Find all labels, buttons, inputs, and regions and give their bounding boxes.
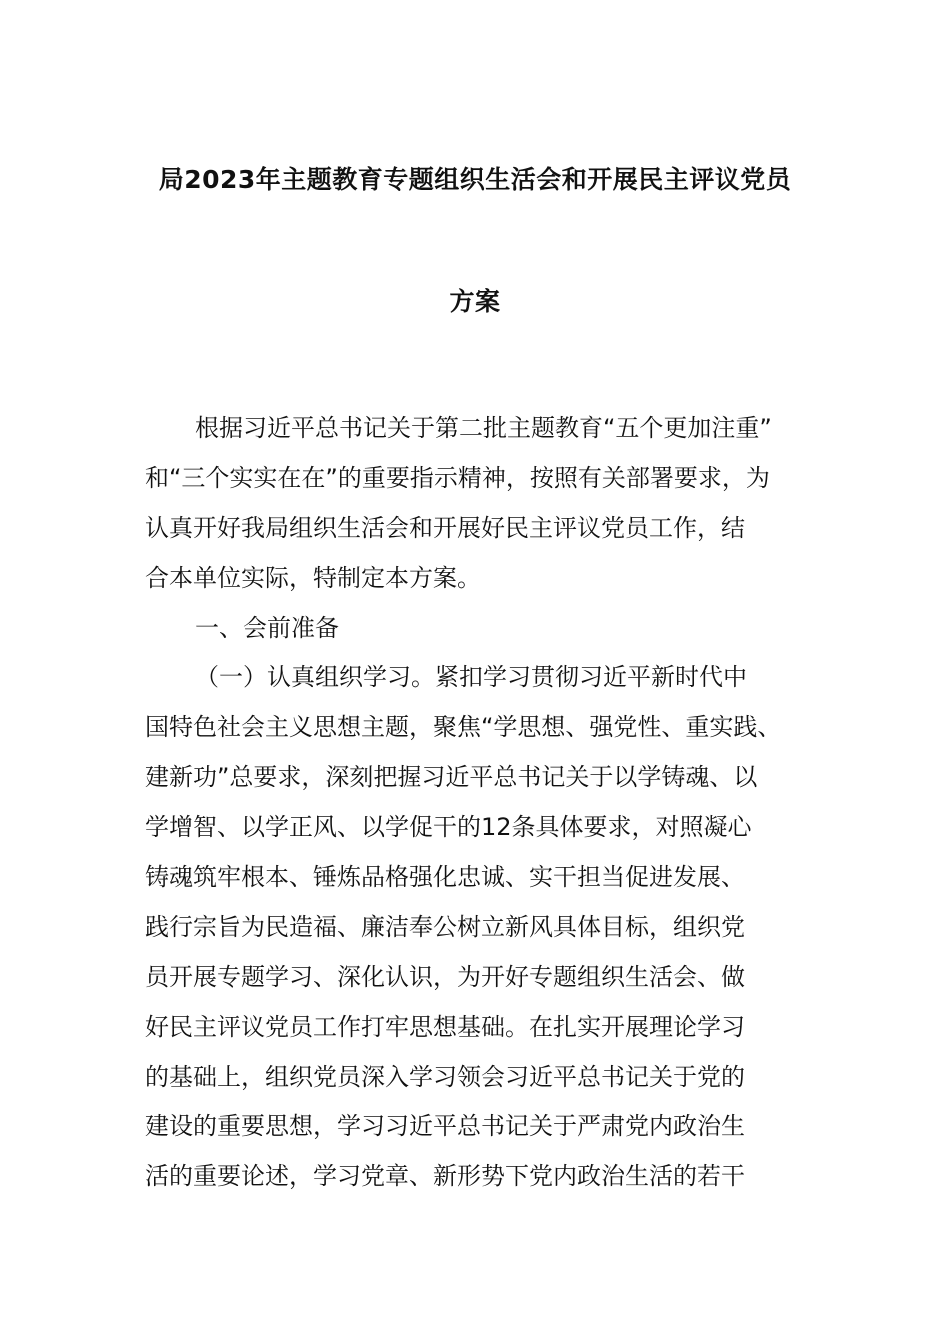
paragraph-line: 和“三个实实在在”的重要指示精神，按照有关部署要求，为 [145, 463, 770, 492]
paragraph-line: 建设的重要思想，学习习近平总书记关于严肃党内政治生 [145, 1112, 745, 1141]
paragraph-line: 建新功”总要求，深刻把握习近平总书记关于以学铸魂、以 [145, 763, 758, 792]
document-title-line-2: 方案 [449, 287, 501, 316]
paragraph-line: 铸魂筑牢根本、锤炼品格强化忠诚、实干担当促进发展、 [145, 863, 745, 892]
paragraph-line: 学增智、以学正风、以学促干的12条具体要求，对照凝心 [145, 813, 752, 842]
document-title-line-1: 局2023年主题教育专题组织生活会和开展民主评议党员 [158, 165, 792, 194]
paragraph-line: 认真开好我局组织生活会和开展好民主评议党员工作，结 [145, 513, 745, 542]
paragraph-line: （一）认真组织学习。紧扣学习贯彻习近平新时代中 [195, 663, 747, 692]
section-heading: 一、会前准备 [195, 613, 339, 642]
paragraph-line: 员开展专题学习、深化认识，为开好专题组织生活会、做 [145, 962, 745, 991]
paragraph-line: 国特色社会主义思想主题，聚焦“学思想、强党性、重实践、 [145, 713, 782, 742]
paragraph-line: 的基础上，组织党员深入学习领会习近平总书记关于党的 [145, 1062, 745, 1091]
paragraph-line: 活的重要论述，学习党章、新形势下党内政治生活的若干 [145, 1162, 745, 1191]
paragraph-line: 践行宗旨为民造福、廉洁奉公树立新风具体目标，组织党 [145, 912, 745, 941]
document-body [145, 404, 825, 1202]
paragraph-line: 合本单位实际，特制定本方案。 [145, 563, 481, 592]
paragraph-line: 根据习近平总书记关于第二批主题教育“五个更加注重” [195, 414, 772, 442]
paragraph-line: 好民主评议党员工作打牢思想基础。在扎实开展理论学习 [145, 1012, 745, 1041]
